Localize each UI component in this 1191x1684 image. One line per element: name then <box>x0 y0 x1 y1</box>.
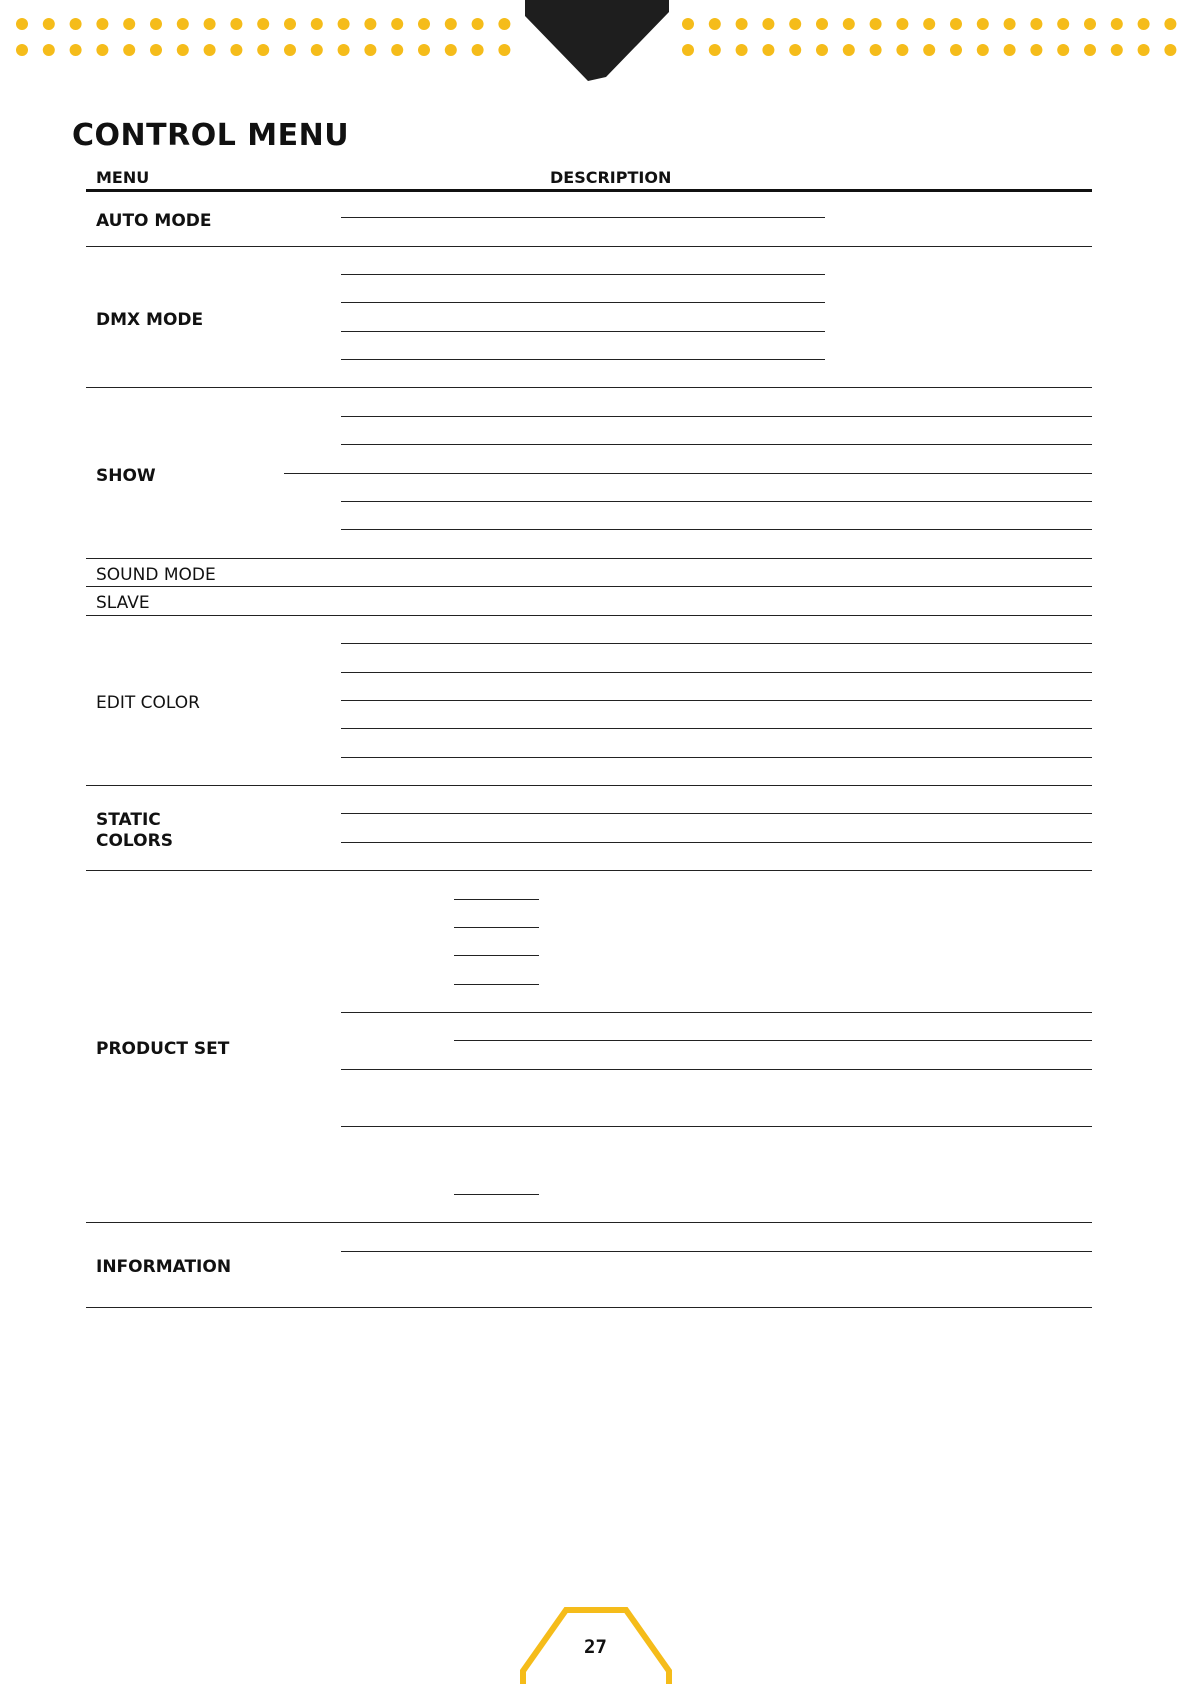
decor-dot <box>1030 44 1042 56</box>
table-rule <box>341 842 1092 843</box>
page-title: CONTROL MENU <box>72 118 350 153</box>
decor-dot <box>96 18 108 30</box>
decor-dot <box>682 18 694 30</box>
table-rule <box>341 813 1092 814</box>
decor-dot <box>816 44 828 56</box>
table-rule <box>341 1012 1092 1013</box>
table-rule <box>454 955 539 956</box>
decor-dot <box>843 44 855 56</box>
decor-dot <box>418 44 430 56</box>
table-rule <box>341 302 825 303</box>
table-rule <box>341 1251 1092 1252</box>
row-divider <box>86 1307 1092 1308</box>
decor-dot <box>896 44 908 56</box>
decor-dot <box>1138 18 1150 30</box>
decor-dot <box>498 44 510 56</box>
row-label-product-set: PRODUCT SET <box>96 1039 230 1059</box>
decor-dot <box>150 18 162 30</box>
decor-dot <box>789 18 801 30</box>
row-label-slave: SLAVE <box>96 593 150 613</box>
decor-dot <box>338 44 350 56</box>
row-label-show: SHOW <box>96 466 156 486</box>
description-column-header: DESCRIPTION <box>550 168 672 187</box>
table-rule <box>341 643 1092 644</box>
decor-dot <box>311 44 323 56</box>
table-rule <box>341 529 1092 530</box>
row-divider <box>86 558 1092 559</box>
decor-dot <box>70 18 82 30</box>
row-label-information: INFORMATION <box>96 1257 232 1277</box>
decor-dot <box>472 44 484 56</box>
row-divider <box>86 246 1092 247</box>
decor-dot <box>709 44 721 56</box>
page-number: 27 <box>584 1636 607 1658</box>
table-rule <box>341 728 1092 729</box>
row-divider <box>86 785 1092 786</box>
decor-dot <box>1138 44 1150 56</box>
decor-dot <box>150 44 162 56</box>
decor-dot <box>1057 18 1069 30</box>
decor-dot <box>1164 18 1176 30</box>
decor-dot <box>123 44 135 56</box>
row-divider <box>86 586 1092 587</box>
decor-dot <box>709 18 721 30</box>
decor-dot <box>338 18 350 30</box>
decor-dot <box>445 44 457 56</box>
decor-dot <box>364 18 376 30</box>
decor-dot <box>472 18 484 30</box>
decor-dot <box>230 18 242 30</box>
decor-dot <box>1084 44 1096 56</box>
table-rule <box>341 217 825 218</box>
decor-dot <box>950 44 962 56</box>
decor-dot <box>16 44 28 56</box>
row-divider <box>86 1222 1092 1223</box>
table-rule <box>454 1194 539 1195</box>
decor-dot <box>311 18 323 30</box>
row-divider <box>86 615 1092 616</box>
row-label-dmx-mode: DMX MODE <box>96 310 204 330</box>
decor-dot <box>870 18 882 30</box>
decor-dot <box>736 18 748 30</box>
table-rule <box>341 672 1092 673</box>
decor-dot <box>230 44 242 56</box>
decor-dot <box>70 44 82 56</box>
table-rule <box>454 984 539 985</box>
decor-dot <box>284 18 296 30</box>
decor-dot <box>257 18 269 30</box>
decor-dot <box>16 18 28 30</box>
decor-dot <box>762 44 774 56</box>
decor-dot <box>682 44 694 56</box>
row-label-auto-mode: AUTO MODE <box>96 211 212 231</box>
row-label-static-colors: STATIC COLORS <box>96 810 173 851</box>
table-rule <box>454 1040 1092 1041</box>
decor-dot <box>896 18 908 30</box>
decor-dot <box>736 44 748 56</box>
table-rule <box>341 359 825 360</box>
top-decoration <box>0 0 1191 90</box>
table-rule <box>341 416 1092 417</box>
row-divider <box>86 870 1092 871</box>
decor-dot <box>418 18 430 30</box>
decor-dot <box>96 44 108 56</box>
decor-dot <box>204 44 216 56</box>
header-notch <box>525 0 669 81</box>
decor-dot <box>43 18 55 30</box>
decor-dot <box>816 18 828 30</box>
row-label-edit-color: EDIT COLOR <box>96 693 200 713</box>
decor-dot <box>843 18 855 30</box>
table-rule <box>341 1069 1092 1070</box>
decor-dot <box>498 18 510 30</box>
decor-dot <box>977 18 989 30</box>
header-rule <box>86 189 1092 192</box>
decor-dot <box>977 44 989 56</box>
decor-dot <box>123 18 135 30</box>
decor-dot <box>284 44 296 56</box>
decor-dot <box>1164 44 1176 56</box>
decor-dot <box>1111 44 1123 56</box>
decor-dot <box>950 18 962 30</box>
decor-dot <box>391 18 403 30</box>
decor-dot <box>1084 18 1096 30</box>
decor-dot <box>1004 44 1016 56</box>
decor-dot <box>43 44 55 56</box>
table-rule <box>341 274 825 275</box>
decor-dot <box>762 18 774 30</box>
table-rule <box>341 331 825 332</box>
row-divider <box>86 387 1092 388</box>
decor-dot <box>1111 18 1123 30</box>
decor-dot <box>923 44 935 56</box>
decor-dot <box>177 44 189 56</box>
table-rule <box>454 899 539 900</box>
decor-dot <box>391 44 403 56</box>
table-rule <box>341 700 1092 701</box>
decor-dot <box>177 18 189 30</box>
table-rule <box>454 927 539 928</box>
table-rule <box>341 444 1092 445</box>
decor-dot <box>257 44 269 56</box>
table-rule <box>341 757 1092 758</box>
table-rule <box>341 1126 1092 1127</box>
decor-dot <box>870 44 882 56</box>
decor-dot <box>1030 18 1042 30</box>
decor-dot <box>1057 44 1069 56</box>
menu-column-header: MENU <box>96 168 150 187</box>
decor-dot <box>445 18 457 30</box>
decor-dot <box>789 44 801 56</box>
decor-dot <box>1004 18 1016 30</box>
table-rule <box>284 473 1092 474</box>
row-label-sound-mode: SOUND MODE <box>96 565 216 585</box>
table-rule <box>341 501 1092 502</box>
decor-dot <box>923 18 935 30</box>
decor-dot <box>204 18 216 30</box>
decor-dot <box>364 44 376 56</box>
